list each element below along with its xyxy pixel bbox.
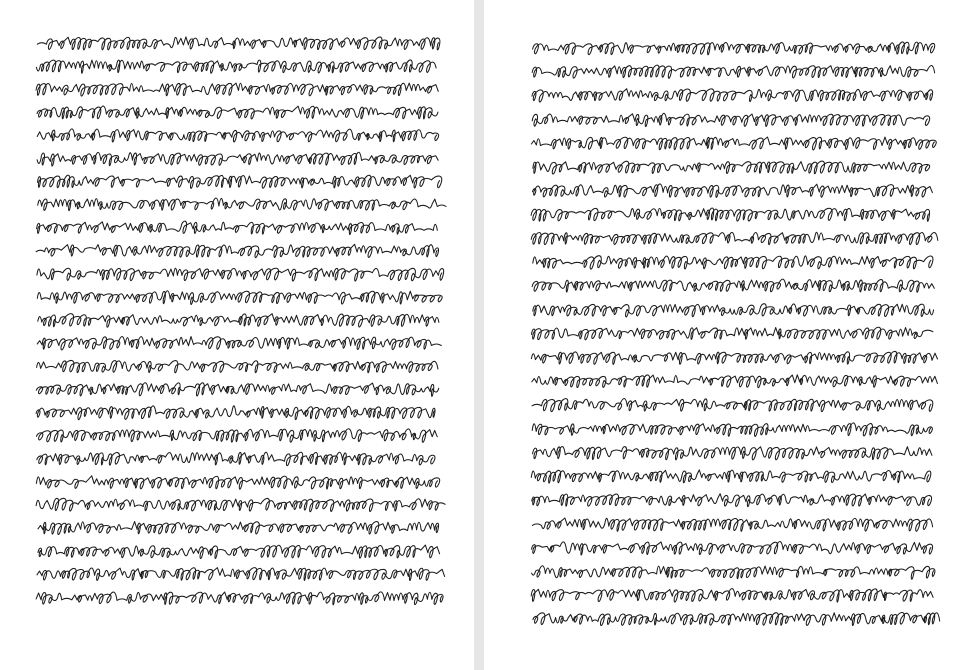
scribble-line <box>532 89 933 102</box>
scribble-line <box>37 221 438 234</box>
scribble-line <box>37 337 441 350</box>
scribble-line <box>36 83 438 96</box>
scribble-line <box>532 423 932 437</box>
scribble-line <box>533 304 934 317</box>
scribble-line <box>531 351 937 364</box>
scribble-line <box>532 542 933 555</box>
scribble-line <box>531 208 929 221</box>
scribble-line <box>533 184 933 197</box>
scribble-line <box>533 447 932 460</box>
scribble-line <box>532 65 934 78</box>
scribble-line <box>533 256 933 270</box>
scribble-line <box>37 37 440 50</box>
right-page-scribble-text <box>484 0 960 670</box>
left-page <box>0 0 474 670</box>
scribble-line <box>37 268 444 281</box>
left-page-scribble-text <box>0 0 474 670</box>
scribble-line <box>532 327 933 340</box>
scribble-line <box>531 470 931 483</box>
scribble-line <box>532 279 934 292</box>
scribble-line <box>531 589 933 603</box>
scribble-line <box>531 137 936 150</box>
scribble-line <box>36 383 438 397</box>
scribble-line <box>38 175 442 188</box>
scribble-line <box>37 452 435 466</box>
scribble-line <box>38 521 439 534</box>
scribble-line <box>38 198 446 211</box>
scribble-line <box>533 613 940 626</box>
scribble-line <box>37 129 438 142</box>
scribble-line <box>532 566 935 579</box>
scribble-line <box>37 360 438 372</box>
scribble-line <box>36 60 436 73</box>
scribble-line <box>36 244 438 257</box>
scribble-line <box>532 398 933 411</box>
scribble-line <box>532 518 932 531</box>
scribble-line <box>532 375 938 388</box>
scribble-line <box>38 314 439 328</box>
scribble-line <box>533 42 935 55</box>
scribble-line <box>36 498 445 511</box>
scribble-line <box>37 291 442 305</box>
scribble-line <box>531 232 938 244</box>
scribble-line <box>36 406 435 420</box>
scribble-line <box>38 545 440 559</box>
scribble-line <box>36 592 443 605</box>
scribble-line <box>37 429 438 443</box>
scribble-line <box>533 161 930 174</box>
scribble-line <box>37 152 438 166</box>
scribble-line <box>37 106 438 119</box>
scribble-line <box>532 113 929 126</box>
right-page <box>484 0 960 670</box>
scribble-line <box>36 476 439 489</box>
scribble-line <box>532 494 932 507</box>
scribble-line <box>37 568 445 581</box>
